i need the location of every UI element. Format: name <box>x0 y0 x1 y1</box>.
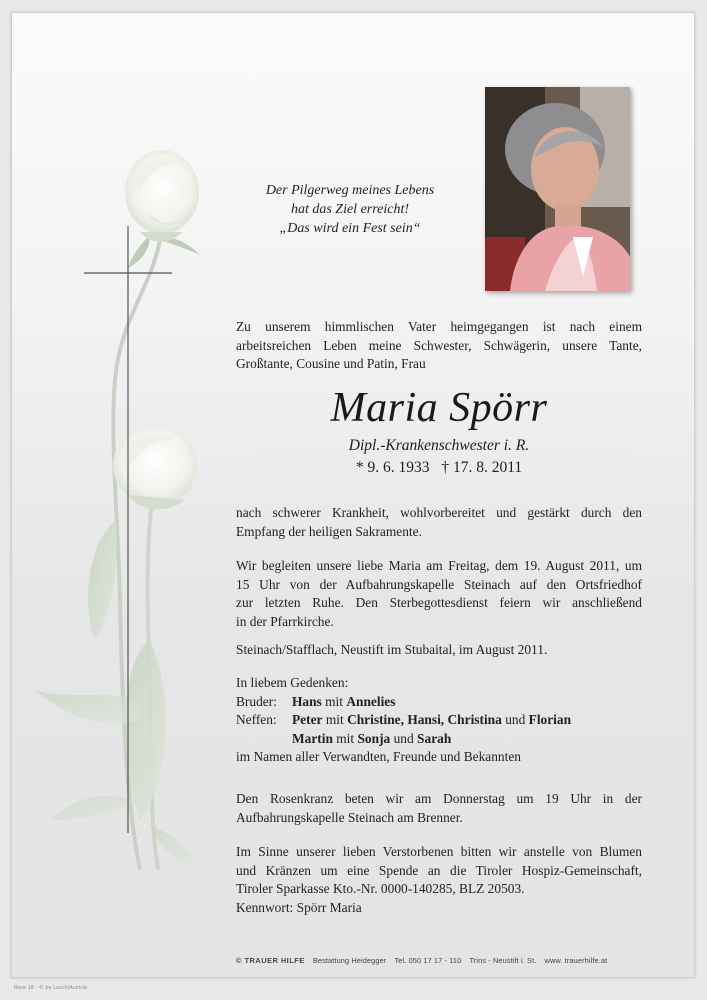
mourners-closing: im Namen aller Verwandten, Freunde und Bekannten <box>236 749 521 765</box>
brother-label: Bruder: <box>236 693 277 709</box>
footer-phone: Tel. 050 17 17 - 110 <box>394 956 462 965</box>
brother-partner: Annelies <box>346 693 396 709</box>
donation-line: Tiroler Sparkasse Kto.-Nr. 0000-140285, BLZ 20503. <box>236 881 525 897</box>
portrait-image <box>485 87 630 291</box>
rosary-line: Den Rosenkranz beten wir am Donnerstag um 19 Uhr in der <box>236 791 642 806</box>
imprint: Rose 18 - © by Lasch/Austria <box>14 985 87 991</box>
rosary-line: Aufbahrungskapelle Steinach am Brenner. <box>236 809 463 825</box>
funeral-line: 15 Uhr von der Aufbahrungskapelle Steinach auf den Ortsfriedhof <box>236 576 642 592</box>
connector: und <box>393 730 414 746</box>
intro-line: Zu unserem himmlischen Vater heimgegangen ist nach einem <box>236 319 642 334</box>
connector: mit <box>336 730 355 746</box>
funeral-line: Wir begleiten unsere liebe Maria am Freitag, dem 19. August 2011, um <box>236 558 642 573</box>
place-date: Steinach/Stafflach, Neustift im Stubaital, im August 2011. <box>236 642 548 657</box>
nephew-row <box>236 711 656 730</box>
deceased-name: Maria Spörr <box>330 385 548 431</box>
connector: mit <box>325 712 344 728</box>
nephew-label: Neffen: <box>236 712 277 728</box>
birth-date: * 9. 6. 1933 <box>355 459 430 476</box>
footer-brand: © TRAUER HILFE <box>236 956 305 965</box>
brother-name: Hans <box>292 693 322 709</box>
nephew-name: Peter <box>292 712 323 728</box>
funeral-line: in der Pfarrkirche. <box>236 613 334 629</box>
intro-paragraph <box>236 318 642 374</box>
nephew-partner: Christine, Hansi, Christina <box>347 712 502 728</box>
death-date: † 17. 8. 2011 <box>441 459 523 476</box>
nephew-name: Sarah <box>417 730 452 746</box>
illness-paragraph <box>236 504 642 541</box>
quote-line: hat das Ziel erreicht! <box>290 202 410 217</box>
connector: und <box>505 712 526 728</box>
intro-line: arbeitsreichen Leben meine Schwester, Schwägerin, unsere Tante, <box>236 337 642 353</box>
nephew-partner: Sonja <box>357 730 391 746</box>
life-dates <box>236 458 642 478</box>
donation-line: Im Sinne unserer lieben Verstorbenen bitten wir anstelle von Blumen <box>236 844 642 859</box>
donation-line: Kennwort: Spörr Maria <box>236 899 362 915</box>
mourners-list <box>236 674 656 767</box>
quote-line: „Das wird ein Fest sein“ <box>279 221 421 236</box>
donation-line: und Kränzen um eine Spende an die Tiroler Hospiz-Gemeinschaft, <box>236 862 642 878</box>
donation-paragraph <box>236 843 642 917</box>
portrait-photo <box>485 87 630 291</box>
quote-line: Der Pilgerweg meines Lebens <box>265 183 435 198</box>
footer <box>236 956 656 965</box>
footer-address: Trins - Neustift i. St. <box>469 956 537 965</box>
epitaph-quote <box>240 181 460 238</box>
footer-company: Bestattung Heidegger <box>312 956 387 965</box>
illness-line: Empfang der heiligen Sakramente. <box>236 523 422 539</box>
rosary-paragraph <box>236 790 642 827</box>
connector: mit <box>325 693 343 709</box>
funeral-line: zur letzten Ruhe. Den Sterbegottesdienst feiern wir anschließend <box>236 595 642 611</box>
funeral-paragraph <box>236 557 642 631</box>
nephew-row <box>236 730 656 749</box>
footer-web: www. trauerhilfe.at <box>544 956 608 965</box>
brother-row <box>236 693 656 712</box>
illness-line: nach schwerer Krankheit, wohlvorbereitet und gestärkt durch den <box>236 505 642 520</box>
intro-line: Großtante, Cousine und Patin, Frau <box>236 356 426 372</box>
nephew-partner: Florian <box>528 712 572 728</box>
deceased-title: Dipl.-Krankenschwester i. R. <box>348 437 530 454</box>
mourners-heading: In liebem Gedenken: <box>236 675 349 690</box>
nephew-name: Martin <box>292 730 333 746</box>
